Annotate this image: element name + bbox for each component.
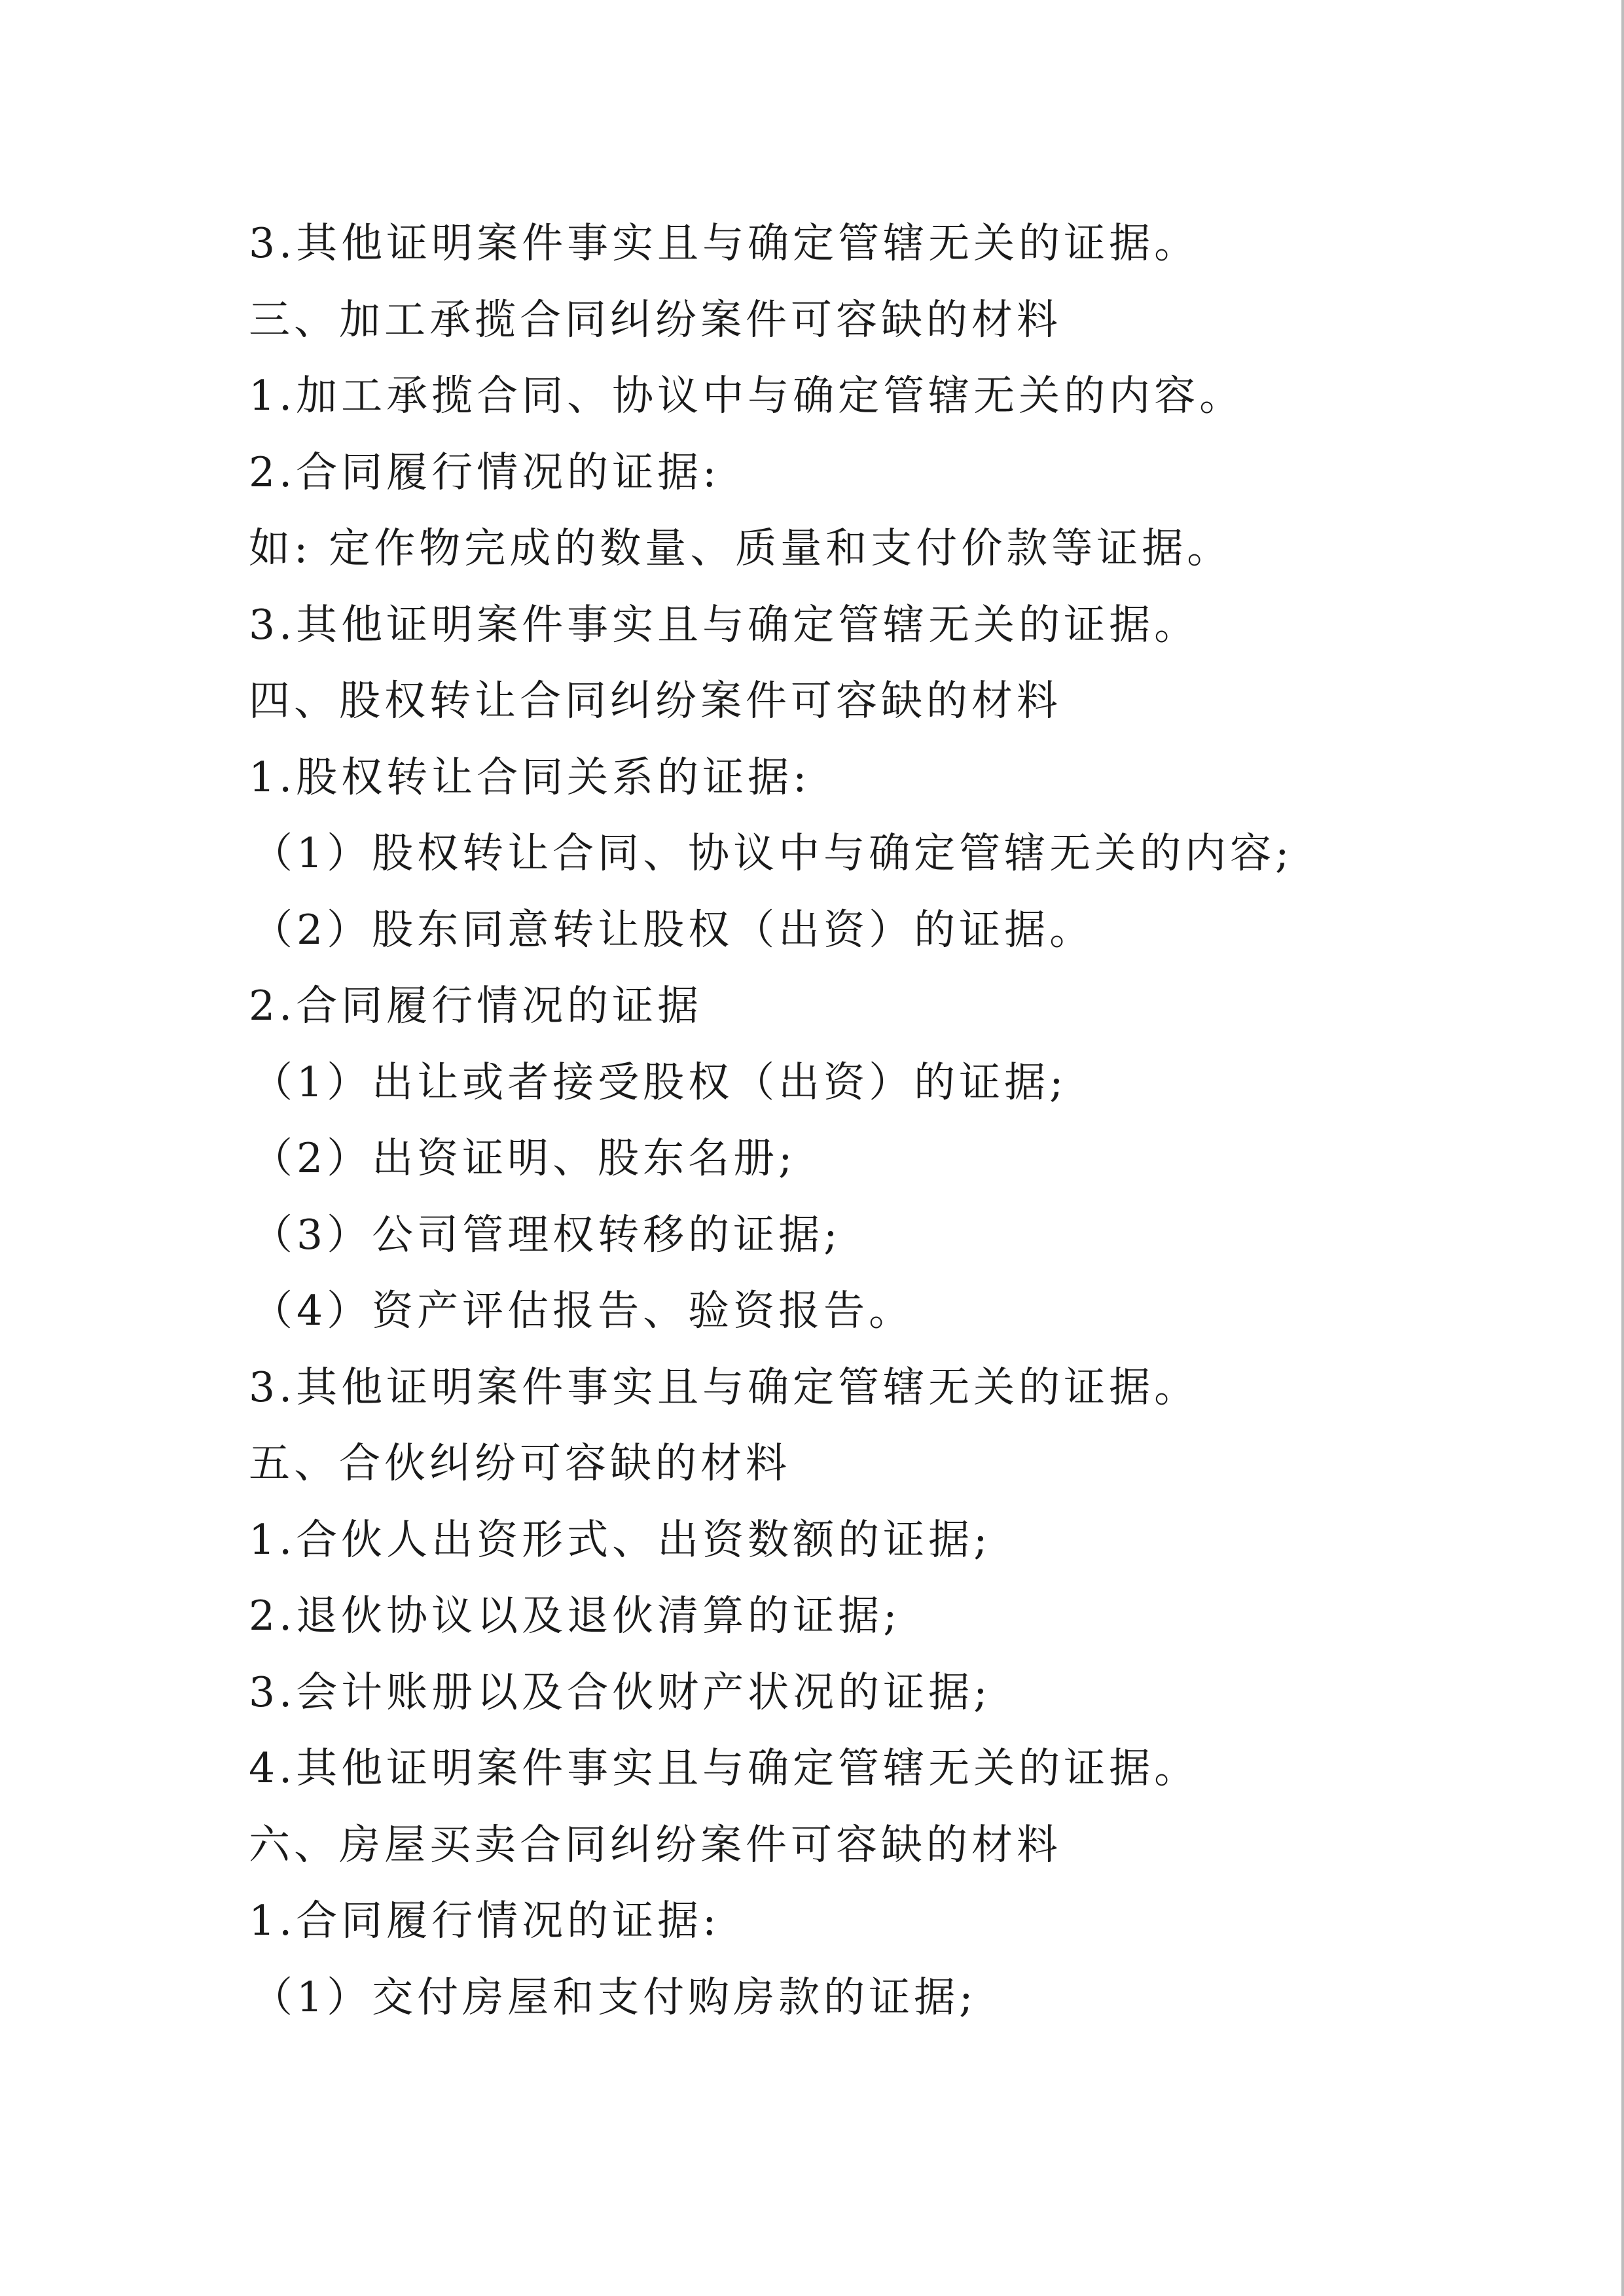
list-item: 1.股权转让合同关系的证据: [249, 753, 811, 801]
list-item: 3.其他证明案件事实且与确定管辖无关的证据。 [249, 219, 1200, 267]
list-item: 2.合同履行情况的证据: [249, 448, 721, 496]
list-item: 1.合伙人出资形式、出资数额的证据; [249, 1515, 992, 1564]
list-item: 4.其他证明案件事实且与确定管辖无关的证据。 [249, 1744, 1200, 1792]
sub-list-item: （2）股东同意转让股权（出资）的证据。 [251, 905, 1095, 954]
sub-list-item: （4）资产评估报告、验资报告。 [251, 1287, 914, 1335]
list-item: 3.会计账册以及合伙财产状况的证据; [249, 1668, 992, 1716]
sub-list-item: （2）出资证明、股东名册; [251, 1134, 797, 1182]
document-body [249, 206, 1545, 2036]
sub-list-item: （1）出让或者接受股权（出资）的证据; [251, 1058, 1068, 1106]
list-item: 如: 定作物完成的数量、质量和支付价款等证据。 [249, 524, 1233, 572]
sub-list-item: （1）股权转让合同、协议中与确定管辖无关的内容; [251, 829, 1293, 877]
section-heading: 五、合伙纠纷可容缺的材料 [249, 1439, 791, 1487]
list-item: 1.加工承揽合同、协议中与确定管辖无关的内容。 [249, 372, 1245, 420]
list-item: 3.其他证明案件事实且与确定管辖无关的证据。 [249, 600, 1200, 649]
sub-list-item: （1）交付房屋和支付购房款的证据; [251, 1973, 977, 2021]
list-item: 2.退伙协议以及退伙清算的证据; [249, 1592, 901, 1640]
section-heading: 三、加工承揽合同纠纷案件可容缺的材料 [249, 295, 1062, 344]
list-item: 1.合同履行情况的证据: [249, 1897, 721, 1945]
list-item: 2.合同履行情况的证据 [249, 982, 703, 1030]
sub-list-item: （3）公司管理权转移的证据; [251, 1210, 842, 1259]
section-heading: 四、股权转让合同纠纷案件可容缺的材料 [249, 677, 1062, 725]
section-heading: 六、房屋买卖合同纠纷案件可容缺的材料 [249, 1820, 1062, 1869]
list-item: 3.其他证明案件事实且与确定管辖无关的证据。 [249, 1363, 1200, 1411]
